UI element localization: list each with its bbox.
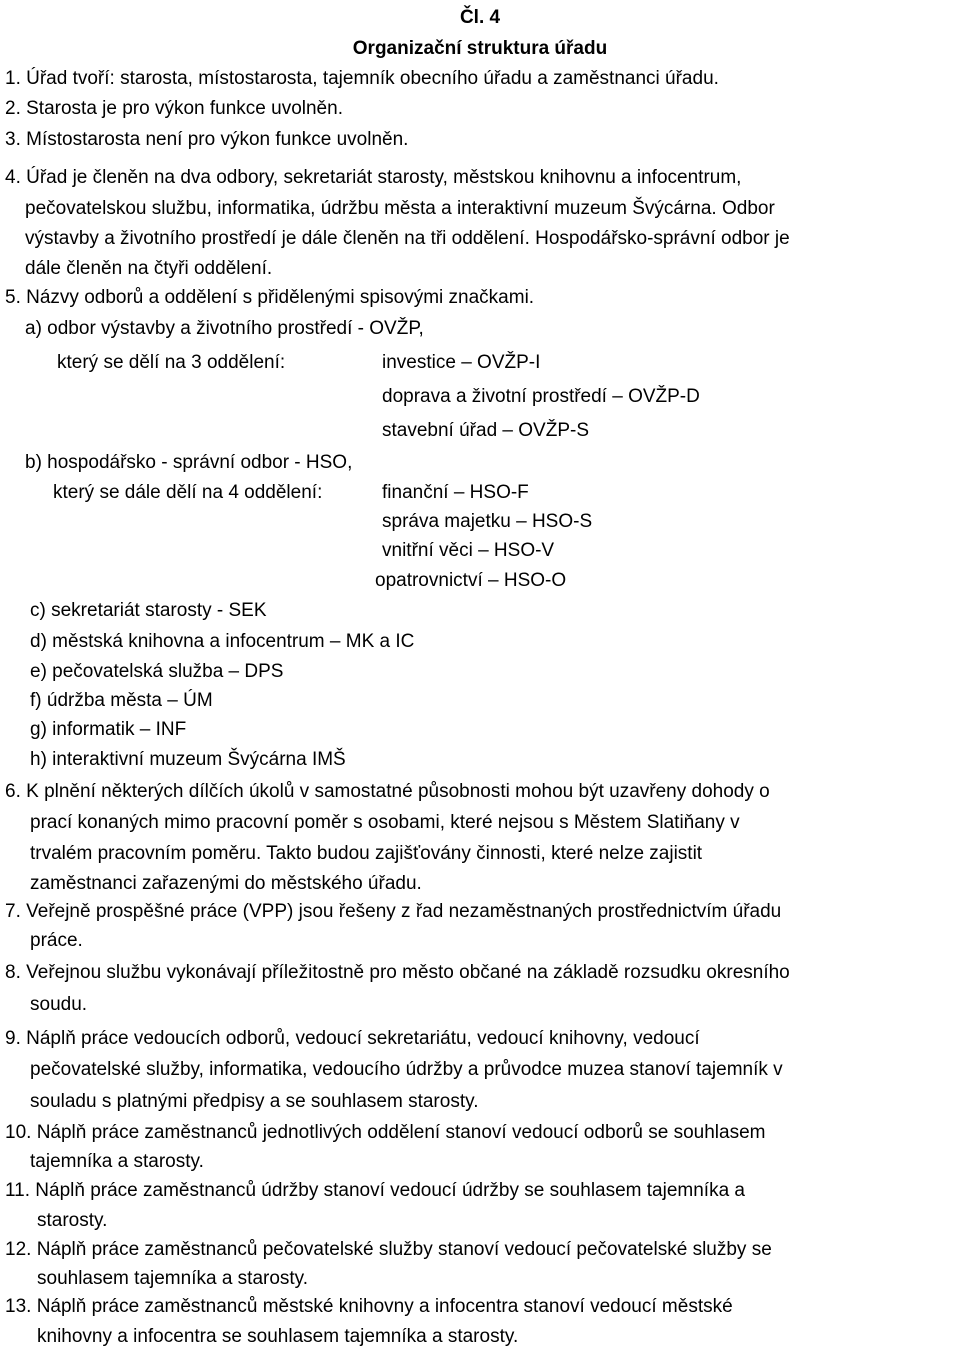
- dept-a-intro: který se dělí na 3 oddělení:: [57, 352, 286, 373]
- paragraph-10-line: tajemníka a starosty.: [30, 1151, 204, 1172]
- dept-a-title: a) odbor výstavby a životního prostředí - OVŽP,: [25, 318, 424, 339]
- paragraph-5: 5. Názvy odborů a oddělení s přidělenými spisovými značkami.: [5, 287, 535, 308]
- paragraph-4-line: výstavby a životního prostředí je dále členěn na tři oddělení. Hospodářsko-správní odbor je: [25, 228, 790, 249]
- paragraph-12-line: souhlasem tajemníka a starosty.: [37, 1268, 309, 1289]
- paragraph-13-line: knihovny a infocentra se souhlasem tajemníka a starosty.: [37, 1326, 519, 1347]
- paragraph-9-line: pečovatelské služby, informatika, vedoucího údržby a průvodce muzea stanoví tajemník v: [30, 1059, 783, 1080]
- dept-b-title: b) hospodářsko - správní odbor - HSO,: [25, 452, 353, 473]
- paragraph-7-line: 7. Veřejně prospěšné práce (VPP) jsou řešeny z řad nezaměstnaných prostřednictvím úřadu: [5, 901, 782, 922]
- unit-item: e) pečovatelská služba – DPS: [30, 661, 284, 682]
- dept-b-unit: finanční – HSO-F: [382, 482, 529, 503]
- paragraph-13-line: 13. Náplň práce zaměstnanců městské knihovny a infocentra stanoví vedoucí městské: [5, 1296, 733, 1317]
- unit-item: h) interaktivní muzeum Švýcárna IMŠ: [30, 749, 346, 770]
- paragraph-9-line: souladu s platnými předpisy a se souhlasem starosty.: [30, 1091, 479, 1112]
- paragraph-11-line: 11. Náplň práce zaměstnanců údržby stanoví vedoucí údržby se souhlasem tajemníka a: [5, 1180, 745, 1201]
- unit-item: g) informatik – INF: [30, 719, 187, 740]
- paragraph-2: 2. Starosta je pro výkon funkce uvolněn.: [5, 98, 343, 119]
- paragraph-1: 1. Úřad tvoří: starosta, místostarosta, tajemník obecního úřadu a zaměstnanci úřadu.: [5, 68, 719, 89]
- paragraph-12-line: 12. Náplň práce zaměstnanců pečovatelské služby stanoví vedoucí pečovatelské služby se: [5, 1239, 772, 1260]
- paragraph-9-line: 9. Náplň práce vedoucích odborů, vedoucí sekretariátu, vedoucí knihovny, vedoucí: [5, 1028, 700, 1049]
- paragraph-6-line: 6. K plnění některých dílčích úkolů v samostatné působnosti mohou být uzavřeny dohody o: [5, 781, 770, 802]
- paragraph-6-line: zaměstnanci zařazenými do městského úřadu.: [30, 873, 422, 894]
- paragraph-11-line: starosty.: [37, 1210, 108, 1231]
- dept-a-unit: stavební úřad – OVŽP-S: [382, 420, 589, 441]
- dept-a-unit: doprava a životní prostředí – OVŽP-D: [382, 386, 700, 407]
- paragraph-8-line: soudu.: [30, 994, 88, 1015]
- paragraph-8-line: 8. Veřejnou službu vykonávají příležitostně pro město občané na základě rozsudku okresního: [5, 962, 790, 983]
- paragraph-4-line: 4. Úřad je členěn na dva odbory, sekretariát starosty, městskou knihovnu a infocentrum,: [5, 167, 742, 188]
- dept-b-unit: vnitřní věci – HSO-V: [382, 540, 555, 561]
- paragraph-3: 3. Místostarosta není pro výkon funkce uvolněn.: [5, 129, 409, 150]
- paragraph-4-line: pečovatelskou službu, informatika, údržbu města a interaktivní muzeum Švýcárna. Odbor: [25, 198, 775, 219]
- unit-item: d) městská knihovna a infocentrum – MK a IC: [30, 631, 415, 652]
- dept-a-unit: investice – OVŽP-I: [382, 352, 541, 373]
- paragraph-7-line: práce.: [30, 930, 83, 951]
- paragraph-6-line: trvalém pracovním poměru. Takto budou zajišťovány činnosti, které nelze zajistit: [30, 843, 703, 864]
- article-title: Organizační struktura úřadu: [352, 38, 608, 59]
- dept-b-unit: opatrovnictví – HSO-O: [375, 570, 567, 591]
- unit-item: c) sekretariát starosty - SEK: [30, 600, 267, 621]
- article-number: Čl. 4: [459, 7, 501, 28]
- unit-item: f) údržba města – ÚM: [30, 690, 213, 711]
- paragraph-10-line: 10. Náplň práce zaměstnanců jednotlivých oddělení stanoví vedoucí odborů se souhlasem: [5, 1122, 766, 1143]
- dept-b-intro: který se dále dělí na 4 oddělení:: [53, 482, 323, 503]
- paragraph-4-line: dále členěn na čtyři oddělení.: [25, 258, 273, 279]
- dept-b-unit: správa majetku – HSO-S: [382, 511, 593, 532]
- paragraph-6-line: prací konaných mimo pracovní poměr s osobami, které nejsou s Městem Slatiňany v: [30, 812, 740, 833]
